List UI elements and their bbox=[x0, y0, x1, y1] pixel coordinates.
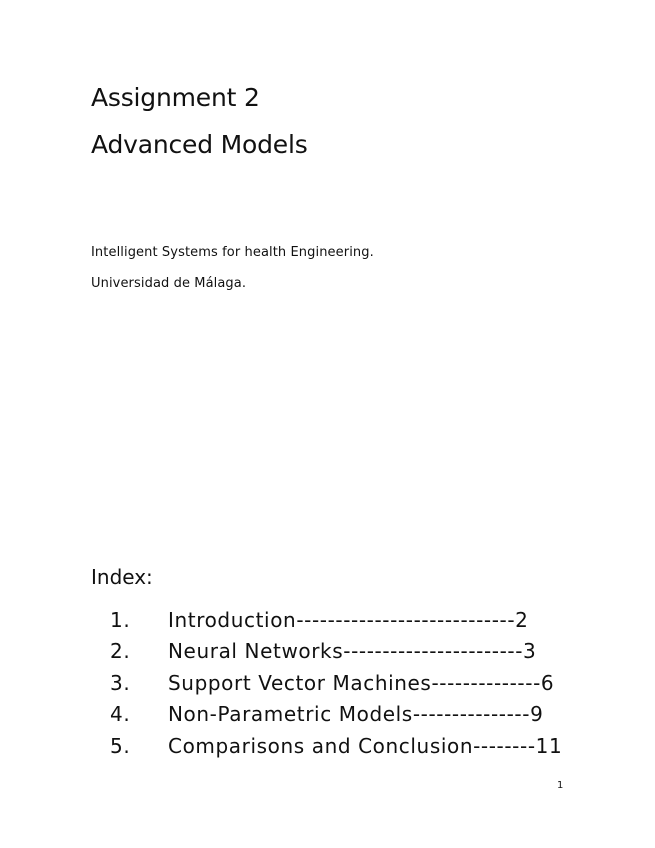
toc-item-number: 3. bbox=[110, 670, 131, 695]
toc-item bbox=[110, 730, 562, 762]
toc-item-entry: Neural Networks-----------------------3 bbox=[168, 639, 537, 664]
toc-item bbox=[110, 636, 562, 668]
toc-item bbox=[110, 604, 562, 636]
toc-item-number: 4. bbox=[110, 702, 131, 727]
toc-item-entry: Introduction----------------------------2 bbox=[168, 607, 529, 632]
course-name: Intelligent Systems for health Engineering. bbox=[91, 245, 374, 260]
toc-item-entry: Support Vector Machines--------------6 bbox=[168, 670, 555, 695]
toc-item-number: 1. bbox=[110, 607, 131, 632]
university-name: Universidad de Málaga. bbox=[91, 276, 247, 291]
toc-item-entry: Non-Parametric Models---------------9 bbox=[168, 702, 544, 727]
toc-item-number: 5. bbox=[110, 733, 131, 758]
toc-item-number: 2. bbox=[110, 639, 131, 664]
document-title: Assignment 2 bbox=[91, 83, 260, 112]
index-heading: Index: bbox=[91, 565, 153, 589]
page-number: 1 bbox=[557, 780, 564, 791]
toc-item bbox=[110, 699, 562, 731]
table-of-contents bbox=[110, 604, 562, 762]
toc-item bbox=[110, 667, 562, 699]
document-subtitle: Advanced Models bbox=[91, 130, 308, 159]
toc-item-entry: Comparisons and Conclusion--------11 bbox=[168, 733, 563, 758]
